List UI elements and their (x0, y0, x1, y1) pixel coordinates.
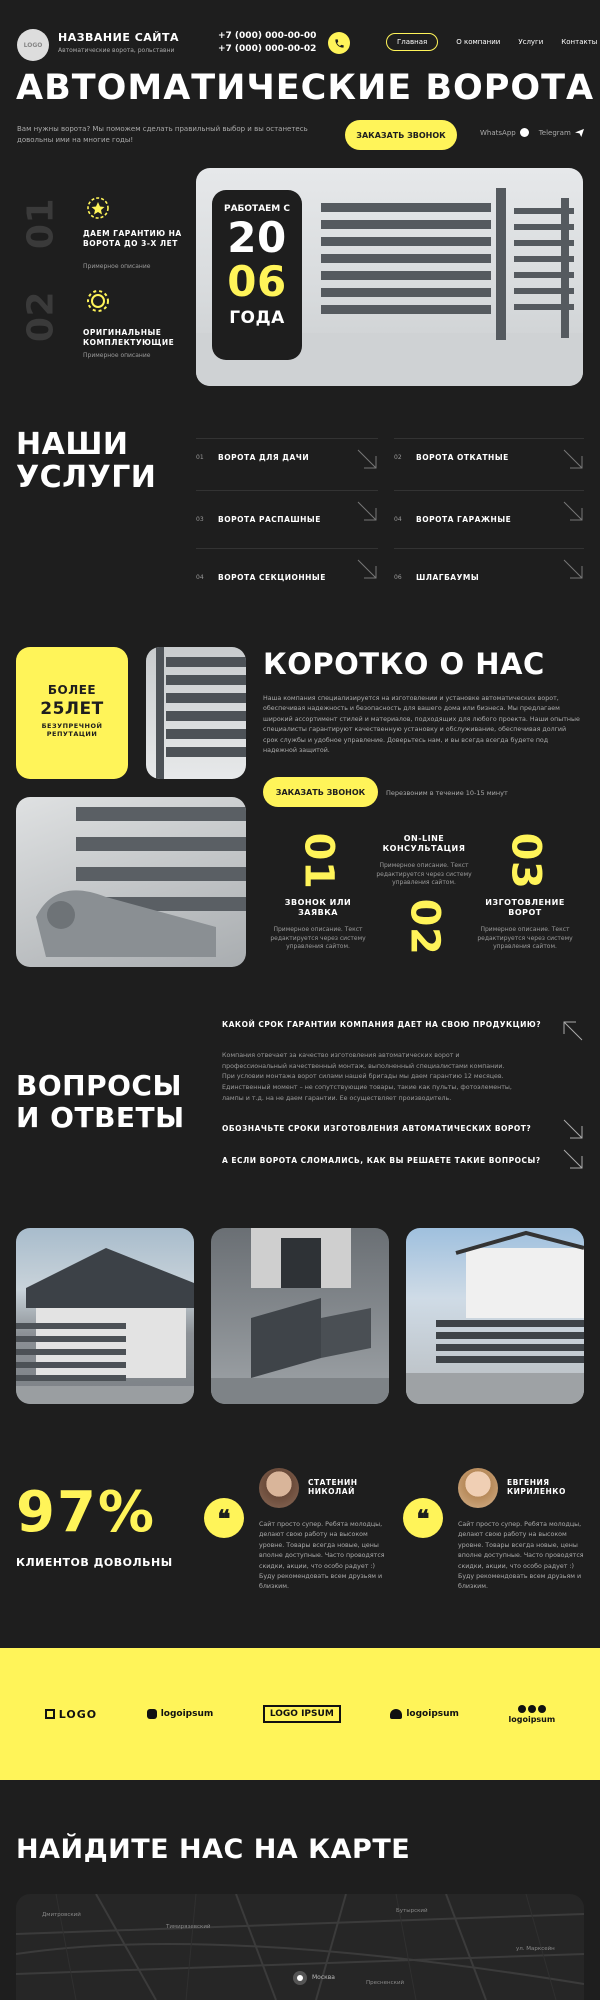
gallery-image-1 (16, 1228, 194, 1404)
services-title-line1: НАШИ (16, 427, 129, 462)
step-desc: Примерное описание. Текст редактируется через систему управления сайтом. (270, 926, 366, 951)
partner-logo-text: logoipsum (508, 1714, 556, 1724)
logo-text: LOGO (23, 41, 43, 49)
review-text: Сайт просто супер. Ребята молодцы, делают свою работу на высоком уровне. Товары всегда новые, цены вполне доступные. Часто проводятся скидки, акции, что особо радует :) Буду рекомендовать всем друзьям и близким. (259, 1521, 385, 1591)
partner-logo-text: logoipsum (160, 1709, 214, 1719)
satisfaction-label: КЛИЕНТОВ ДОВОЛЬНЫ (16, 1556, 173, 1569)
about-image-1 (146, 647, 246, 779)
partners-strip (0, 1648, 600, 1780)
logo-badge[interactable] (17, 29, 49, 61)
step-3 (470, 830, 580, 970)
partner-logo-text: LOGO (58, 1707, 98, 1721)
feature-desc: Примерное описание (83, 352, 151, 359)
service-item[interactable] (196, 500, 378, 540)
map-label: Пресненский (366, 1980, 405, 1986)
modern-house-gate-illustration (406, 1228, 584, 1404)
review-text: Сайт просто супер. Ребята молодцы, делают свою работу на высоком уровне. Товары всегда новые, цены вполне доступные. Часто проводятся скидки, акции, что особо радует :) Буду рекомендовать всем друзьям и близким. (458, 1521, 584, 1591)
feature-desc: Примерное описание (83, 263, 151, 270)
main-nav (386, 33, 597, 51)
feature-number: 02 (20, 290, 62, 343)
arrow-down-right-icon (562, 448, 584, 470)
telegram-label: Telegram (538, 128, 571, 137)
partner-logo-1 (45, 1708, 97, 1721)
reviewer-name: СТАТЕНИН НИКОЛАЙ (308, 1478, 358, 1497)
arrow-down-right-icon[interactable] (562, 1148, 584, 1170)
satisfaction-percent: 97% (16, 1480, 157, 1545)
arrow-down-right-icon (356, 500, 378, 522)
feature-title: ДАЕМ ГАРАНТИЮ НА ВОРОТА ДО 3-Х ЛЕТ (83, 229, 182, 248)
step-number: 03 (501, 832, 548, 890)
map-label: ул. Марксейн (516, 1946, 555, 1952)
about-image-2 (16, 797, 246, 967)
about-cta-note: Перезвоним в течение 10-15 минут (386, 789, 508, 797)
map-title: НАЙДИТЕ НАС НА КАРТЕ (16, 1834, 411, 1865)
partner-logo-3 (263, 1705, 341, 1723)
step-title: ЗВОНОК ИЛИ ЗАЯВКА (284, 898, 352, 917)
about-title: КОРОТКО О НАС (263, 647, 545, 681)
map-label: Бутырский (396, 1908, 428, 1914)
faq-title-line2: И ОТВЕТЫ (16, 1101, 185, 1135)
arrow-down-right-icon[interactable] (562, 1118, 584, 1140)
feature-title: ОРИГИНАЛЬНЫЕ КОМПЛЕКТУЮЩИЕ (83, 328, 175, 347)
map-label: Тимирязевский (166, 1924, 211, 1930)
arrow-down-right-icon (356, 558, 378, 580)
logo-burger-icon (390, 1709, 402, 1719)
messengers (480, 128, 584, 137)
service-num: 04 (196, 574, 204, 581)
feature-2 (17, 286, 187, 366)
order-call-button[interactable]: ЗАКАЗАТЬ ЗВОНОК (345, 120, 457, 150)
partner-logo-4 (390, 1709, 459, 1719)
phone-2[interactable]: +7 (000) 000-00-02 (218, 44, 317, 55)
years-badge-bottom: ГОДА (229, 308, 285, 329)
years-badge-year1: 20 (227, 213, 287, 262)
faq-item[interactable] (222, 1118, 584, 1133)
house-gate-illustration (16, 1228, 194, 1404)
arrow-up-left-icon[interactable] (562, 1020, 584, 1042)
step-desc: Примерное описание. Текст редактируется через систему управления сайтом. (376, 862, 472, 887)
partner-logo-text: logoipsum (406, 1709, 459, 1719)
service-num: 01 (196, 454, 204, 461)
service-item[interactable] (394, 500, 584, 540)
phone-1[interactable]: +7 (000) 000-00-00 (218, 31, 317, 41)
partner-logo-text: LOGO IPSUM (269, 1709, 334, 1719)
quote-icon: ❝ (204, 1498, 244, 1538)
faq-answer: Компания отвечает за качество изготовления автоматических ворот и профессиональный качественный монтаж, выполненный специалистами компании. При условии монтажа ворот силами нашей бригады мы даем гарантию 12 месяцев. Единственный момент – не сопутствующие товары, такие как пульты, фотоэлементы, лампы и т.д. на не даем гарантии. Ее осуществляет производитель. (222, 1052, 512, 1102)
telegram-link[interactable] (539, 128, 584, 137)
services-title-line2: УСЛУГИ (16, 460, 157, 495)
service-label: ШЛАГБАУМЫ (416, 573, 480, 582)
nav-about[interactable]: О компании (456, 38, 501, 46)
feature-1 (17, 193, 187, 273)
logo-hex-icon (147, 1709, 157, 1719)
driveway-gate-illustration (211, 1228, 389, 1404)
service-num: 06 (394, 574, 402, 581)
step-2 (369, 834, 479, 984)
logo-square-icon (45, 1709, 55, 1719)
step-1 (263, 830, 373, 970)
partner-logo-2 (147, 1709, 214, 1719)
gallery-image-2 (211, 1228, 389, 1404)
site-brand (58, 31, 179, 54)
about-order-call-button[interactable]: ЗАКАЗАТЬ ЗВОНОК (263, 777, 378, 807)
faq-item[interactable] (222, 1148, 584, 1165)
service-label: ВОРОТА ОТКАТНЫЕ (416, 453, 509, 462)
avatar (458, 1468, 498, 1508)
faq-question[interactable]: А ЕСЛИ ВОРОТА СЛОМАЛИСЬ, КАК ВЫ РЕШАЕТЕ ТАКИЕ ВОПРОСЫ? (222, 1156, 541, 1165)
quote-icon: ❝ (403, 1498, 443, 1538)
whatsapp-link[interactable] (480, 128, 529, 137)
faq-question[interactable]: КАКОЙ СРОК ГАРАНТИИ КОМПАНИЯ ДАЕТ НА СВОЮ ПРОДУКЦИЮ? (222, 1020, 542, 1029)
phones (218, 30, 316, 56)
faq-item[interactable] (222, 1020, 584, 1105)
step-number: 02 (400, 898, 447, 956)
map-label: Дмитровский (42, 1912, 81, 1918)
service-item[interactable] (196, 558, 378, 598)
partner-logo-5 (508, 1705, 555, 1724)
experience-line3: БЕЗУПРЕЧНОЙ РЕПУТАЦИИ (41, 722, 103, 738)
avatar (259, 1468, 299, 1508)
site-name: НАЗВАНИЕ САЙТА (58, 31, 179, 44)
review-card-2 (403, 1468, 588, 1608)
arrow-down-right-icon (562, 500, 584, 522)
nav-home[interactable]: Главная (386, 33, 438, 51)
gate-closeup-illustration (146, 647, 246, 779)
experience-line2: 25ЛЕТ (40, 699, 104, 719)
years-badge-year2: 06 (227, 257, 287, 307)
map-label: Москва (312, 1974, 335, 1981)
experience-line1: БОЛЕЕ (47, 683, 97, 697)
phone-icon (334, 38, 345, 49)
service-num: 04 (394, 516, 402, 523)
phone-call-button[interactable] (328, 32, 350, 54)
feature-number: 01 (20, 197, 62, 250)
services-title (16, 428, 156, 494)
star-badge-icon (83, 193, 113, 223)
map[interactable] (16, 1894, 584, 2000)
service-label: ВОРОТА СЕКЦИОННЫЕ (218, 573, 326, 582)
service-num: 02 (394, 454, 402, 461)
about-text: Наша компания специализируется на изготовлении и установке автоматических ворот, обеспечивая надежность и безопасность для вашего дома или бизнеса. Мы предлагаем широкий ассортимент стилей и материалов, подходящих для любого проекта. Наши опытные специалисты гарантируют качественную установку и обслуживание, обеспечивая долгий срок службы и удобное управление. Доверьтесь нам, и вы всегда всегда будете под надежной защитой. (263, 695, 580, 754)
hero-subtitle: Вам нужны ворота? Мы поможем сделать правильный выбор и вы останетесь довольны ими на многие годы! (17, 125, 308, 144)
faq-title-line1: ВОПРОСЫ (16, 1069, 182, 1102)
years-badge (212, 190, 302, 360)
nav-services[interactable]: Услуги (518, 38, 544, 46)
service-item[interactable] (196, 448, 378, 488)
whatsapp-icon (520, 128, 529, 137)
service-item[interactable] (394, 448, 584, 488)
service-label: ВОРОТА ДЛЯ ДАЧИ (218, 453, 310, 462)
step-number: 01 (294, 832, 341, 890)
arrow-down-right-icon (562, 558, 584, 580)
nav-contacts[interactable]: Контакты (561, 38, 598, 46)
review-card-1 (204, 1468, 389, 1608)
gallery-image-3 (406, 1228, 584, 1404)
step-desc: Примерное описание. Текст редактируется через систему управления сайтом. (477, 926, 573, 951)
service-item[interactable] (394, 558, 584, 598)
hero-title: АВТОМАТИЧЕСКИЕ ВОРОТА (16, 68, 595, 108)
telegram-icon (575, 128, 584, 137)
gate-motor-illustration (16, 797, 246, 967)
faq-question[interactable]: ОБОЗНАЧЬТЕ СРОКИ ИЗГОТОВЛЕНИЯ АВТОМАТИЧЕСКИХ ВОРОТ? (222, 1124, 532, 1133)
reviewer-name: ЕВГЕНИЯ КИРИЛЕНКО (507, 1478, 566, 1497)
whatsapp-label: WhatsApp (480, 128, 516, 137)
service-label: ВОРОТА РАСПАШНЫЕ (218, 515, 321, 524)
service-num: 03 (196, 516, 204, 523)
gear-icon (83, 286, 113, 316)
arrow-down-right-icon (356, 448, 378, 470)
years-badge-top: РАБОТАЕМ С (223, 204, 291, 214)
service-label: ВОРОТА ГАРАЖНЫЕ (416, 515, 512, 524)
map-streets (16, 1894, 584, 2000)
site-tagline: Автоматические ворота, рольставни (58, 47, 175, 54)
faq-title (16, 1070, 185, 1134)
step-title: ON-LINE КОНСУЛЬТАЦИЯ (382, 834, 466, 853)
experience-badge (16, 647, 128, 779)
step-title: ИЗГОТОВЛЕНИЕ ВОРОТ (485, 898, 565, 917)
logo-dots-icon (518, 1705, 546, 1713)
